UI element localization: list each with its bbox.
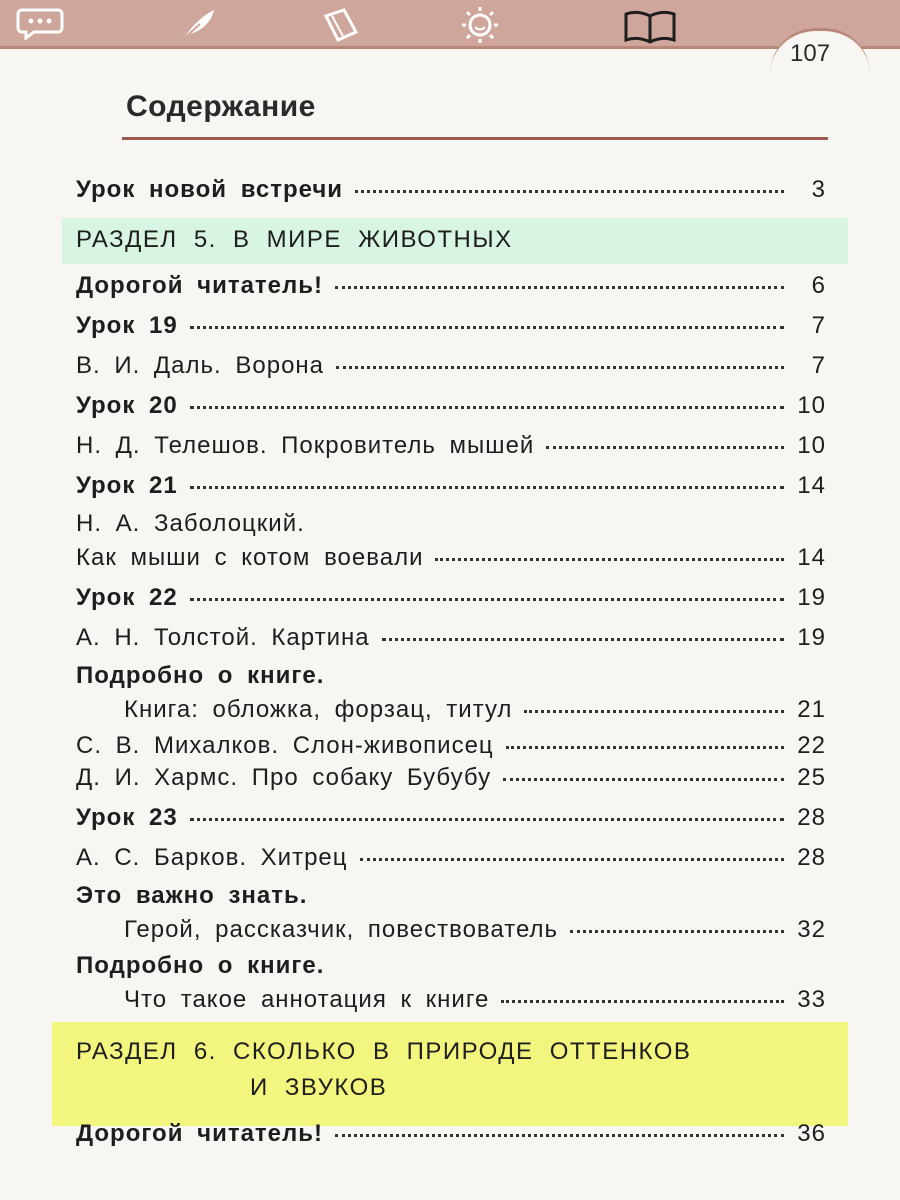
dot-leader [190, 486, 784, 489]
dot-leader [335, 1134, 784, 1137]
toc-entry[interactable]: Урок 22 19 [76, 584, 826, 611]
toc-subheading: Это важно знать. [76, 882, 308, 909]
toc-entry[interactable]: С. В. Михалков. Слон-живописец 22 [76, 732, 826, 759]
toc-subheading: Подробно о книге. [76, 952, 325, 979]
page-ref: 21 [797, 696, 826, 723]
page-ref: 25 [797, 764, 826, 791]
toc-entry[interactable]: Как мыши с котом воевали 14 [76, 544, 826, 571]
toc-entry[interactable]: Дорогой читатель! 36 [76, 1120, 826, 1147]
dot-leader [501, 1000, 784, 1003]
toc-entry-author: Н. А. Заболоцкий. [76, 510, 305, 537]
dot-leader [524, 710, 784, 713]
header-band [0, 0, 900, 49]
toc-entry[interactable]: Н. Д. Телешов. Покровитель мышей 10 [76, 432, 826, 459]
dot-leader [503, 778, 784, 781]
toc-entry[interactable]: Книга: обложка, форзац, титул 21 [124, 696, 826, 723]
toc-entry[interactable]: А. С. Барков. Хитрец 28 [76, 844, 826, 871]
toc-entry[interactable]: Дорогой читатель! 6 [76, 272, 826, 299]
page-ref: 3 [811, 176, 826, 203]
page-number: 107 [790, 40, 831, 67]
toc-entry[interactable]: Урок новой встречи 3 [76, 176, 826, 203]
dot-leader [190, 598, 784, 601]
dot-leader [360, 858, 784, 861]
page-ref: 14 [797, 544, 826, 571]
feather-icon [176, 6, 220, 44]
page-ref: 6 [811, 272, 826, 299]
dot-leader [355, 190, 784, 193]
dot-leader [382, 638, 784, 641]
page-ref: 14 [797, 472, 826, 499]
toc-entry[interactable]: Урок 19 7 [76, 312, 826, 339]
page-ref: 36 [797, 1120, 826, 1147]
toc-entry[interactable]: Урок 21 14 [76, 472, 826, 499]
toc-subheading: Подробно о книге. [76, 662, 325, 689]
sun-icon [458, 6, 502, 44]
speech-bubble-icon [16, 6, 64, 40]
page-title: Содержание [126, 90, 316, 123]
section-heading: РАЗДЕЛ 5. В МИРЕ ЖИВОТНЫХ [76, 226, 513, 253]
dot-leader [190, 406, 784, 409]
toc-entry[interactable]: Урок 23 28 [76, 804, 826, 831]
section-heading: РАЗДЕЛ 6. СКОЛЬКО В ПРИРОДЕ ОТТЕНКОВ [76, 1038, 692, 1065]
toc-entry[interactable]: А. Н. Толстой. Картина 19 [76, 624, 826, 651]
page-ref: 19 [797, 584, 826, 611]
toc-entry[interactable]: Д. И. Хармс. Про собаку Бубубу 25 [76, 764, 826, 791]
dot-leader [190, 818, 784, 821]
book-stack-icon [318, 6, 362, 44]
title-underline [122, 137, 828, 140]
dot-leader [335, 286, 784, 289]
page-ref: 28 [797, 844, 826, 871]
dot-leader [190, 326, 784, 329]
page-ref: 28 [797, 804, 826, 831]
toc-entry[interactable]: Что такое аннотация к книге 33 [124, 986, 826, 1013]
toc-entry[interactable]: Урок 20 10 [76, 392, 826, 419]
dot-leader [506, 746, 784, 749]
page-ref: 7 [811, 312, 826, 339]
dot-leader [570, 930, 784, 933]
page-ref: 33 [797, 986, 826, 1013]
open-book-icon [622, 6, 678, 44]
dot-leader [336, 366, 784, 369]
dot-leader [435, 558, 784, 561]
page-ref: 32 [797, 916, 826, 943]
page-ref: 10 [797, 432, 826, 459]
toc-entry[interactable]: Герой, рассказчик, повествователь 32 [124, 916, 826, 943]
page-ref: 7 [811, 352, 826, 379]
page-ref: 22 [797, 732, 826, 759]
page-ref: 19 [797, 624, 826, 651]
toc-entry[interactable]: В. И. Даль. Ворона 7 [76, 352, 826, 379]
page-ref: 10 [797, 392, 826, 419]
dot-leader [546, 446, 784, 449]
section-heading-continued: И ЗВУКОВ [250, 1074, 388, 1101]
